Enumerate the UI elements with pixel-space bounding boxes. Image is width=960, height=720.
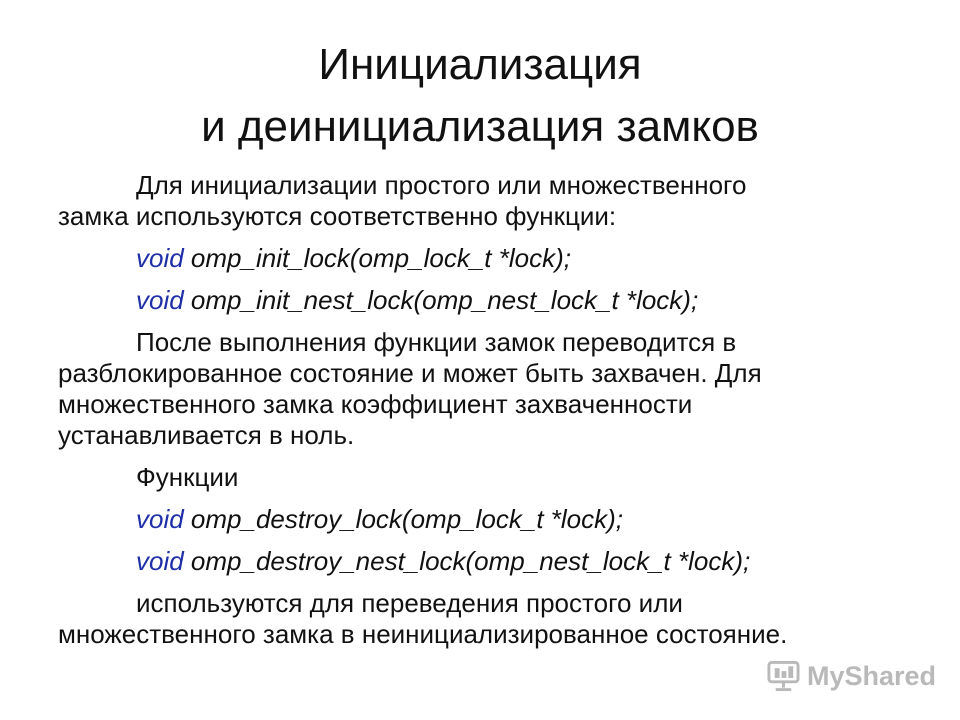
code-keyword: void	[136, 504, 184, 534]
intro-paragraph	[58, 170, 918, 232]
watermark-text: MyShared	[806, 660, 936, 691]
slide-body	[58, 170, 918, 661]
code-signature: omp_destroy_lock(omp_lock_t *lock);	[183, 504, 623, 534]
code-signature: omp_destroy_nest_lock(omp_nest_lock_t *lock);	[183, 546, 751, 576]
used-line-1: используются для переведения простого или	[136, 588, 683, 618]
code-signature: omp_init_nest_lock(omp_nest_lock_t *lock);	[183, 285, 699, 315]
code-keyword: void	[136, 285, 184, 315]
slide-title	[0, 34, 960, 158]
after-line-3: множественного замка коэффициент захваченности	[58, 389, 693, 419]
code-signature: omp_init_lock(omp_lock_t *lock);	[183, 243, 571, 273]
after-line-1: После выполнения функции замок переводится в	[136, 327, 737, 357]
code-keyword: void	[136, 243, 184, 273]
intro-line-2: замка используются соответственно функции:	[58, 201, 617, 231]
presentation-board-icon	[766, 658, 801, 694]
after-line-4: устанавливается в ноль.	[58, 420, 355, 450]
code-destroy-lock	[58, 504, 918, 535]
code-init-nest-lock	[58, 285, 918, 316]
code-destroy-nest-lock	[58, 546, 918, 577]
used-line-2: множественного замка в неинициализированное состояние.	[58, 619, 788, 649]
title-line-1: Инициализация	[318, 40, 642, 89]
used-paragraph	[58, 588, 918, 650]
after-paragraph	[58, 327, 918, 451]
title-line-2: и деинициализация замков	[201, 102, 759, 151]
after-line-2: разблокированное состояние и может быть захвачен. Для	[58, 358, 762, 388]
functions-label: Функции	[136, 462, 239, 492]
myshared-watermark	[766, 656, 936, 696]
code-init-lock	[58, 243, 918, 274]
code-keyword: void	[136, 546, 184, 576]
intro-line-1: Для инициализации простого или множественного	[136, 170, 747, 200]
